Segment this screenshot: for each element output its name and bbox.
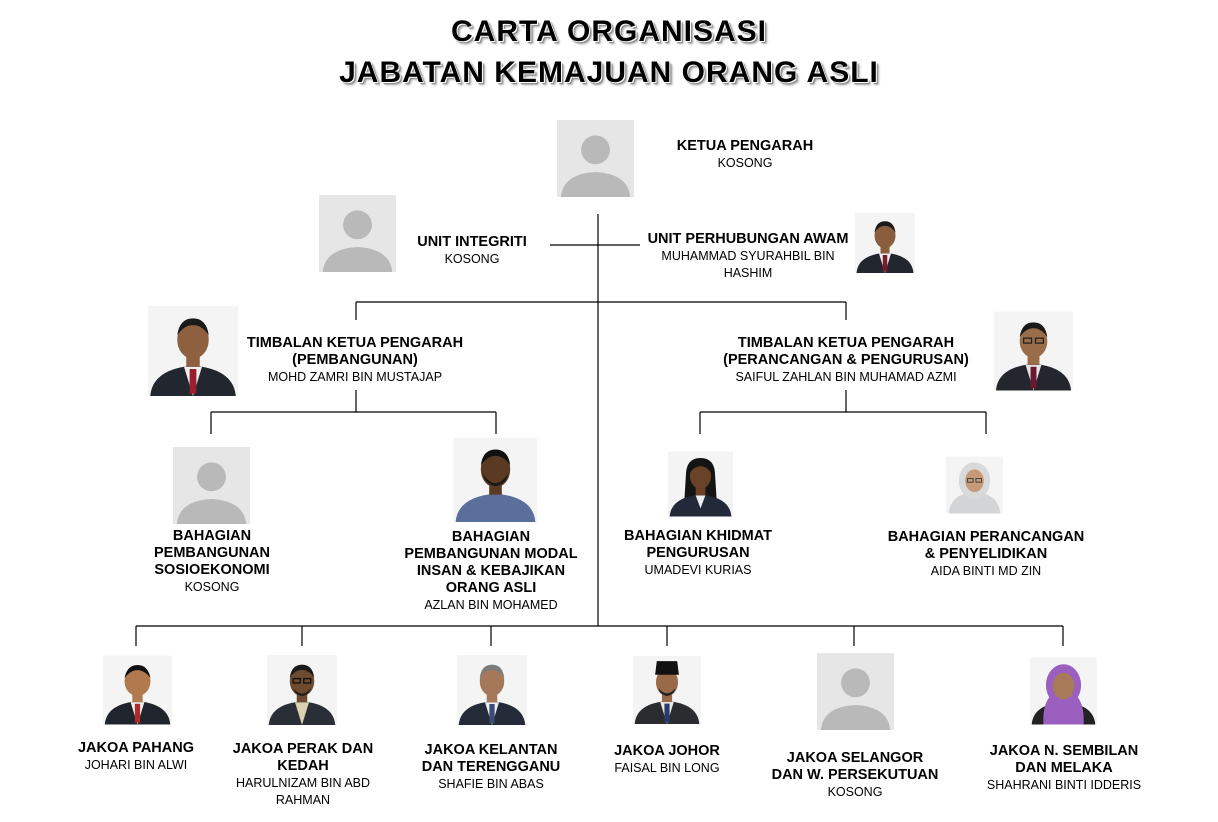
node-name: SHAHRANI BINTI IDDERIS [986, 778, 1142, 792]
node-role: JAKOA N. SEMBILAN DAN MELAKA [989, 743, 1139, 776]
node-name: SHAFIE BIN ABAS [438, 777, 544, 791]
person-placeholder-icon [557, 120, 634, 197]
node-name: SAIFUL ZAHLAN BIN MUHAMAD AZMI [735, 370, 957, 384]
person-portrait-icon [855, 208, 915, 278]
person-portrait-icon [267, 650, 337, 730]
node-ketua-pengarah [650, 138, 840, 172]
node-role: UNIT PERHUBUNGAN AWAM [647, 231, 849, 247]
person-portrait-icon [994, 304, 1073, 398]
node-name: JOHARI BIN ALWI [84, 758, 188, 772]
chart-subtitle: JABATAN KEMAJUAN ORANG ASLI [339, 56, 879, 89]
node-name: FAISAL BIN LONG [614, 761, 720, 775]
node-jakoa-johor [587, 743, 747, 777]
node-jakoa-kelantan-terengganu [403, 742, 579, 793]
node-tkp-perancangan [706, 335, 986, 386]
person-placeholder-icon [817, 653, 894, 730]
node-name: MOHD ZAMRI BIN MUSTAJAP [267, 370, 443, 384]
node-name: AZLAN BIN MOHAMED [424, 598, 558, 612]
node-role: BAHAGIAN PERANCANGAN & PENYELIDIKAN [887, 529, 1085, 562]
chart-title: CARTA ORGANISASI [451, 15, 767, 48]
node-bahagian-modal-insan [386, 529, 596, 614]
node-tkp-pembangunan [234, 335, 476, 386]
node-role: JAKOA JOHOR [614, 743, 720, 759]
person-portrait-icon [103, 650, 172, 730]
node-name: KOSONG [184, 580, 240, 594]
node-role: BAHAGIAN PEMBANGUNAN SOSIOEKONOMI [154, 528, 270, 578]
person-placeholder-icon [319, 195, 396, 272]
node-jakoa-pahang [56, 740, 216, 774]
node-jakoa-perak-kedah [213, 741, 393, 809]
node-role: TIMBALAN KETUA PENGARAH (PERANCANGAN & PENGURUSAN) [723, 335, 969, 368]
person-portrait-icon [946, 448, 1003, 522]
node-name: UMADEVI KURIAS [644, 563, 752, 577]
node-name: KOSONG [827, 785, 883, 799]
person-portrait-icon [633, 650, 701, 730]
node-role: JAKOA SELANGOR DAN W. PERSEKUTUAN [771, 750, 939, 783]
node-unit-perhubungan-awam [638, 231, 858, 282]
node-role: JAKOA PERAK DAN KEDAH [232, 741, 374, 774]
node-bahagian-khidmat-pengurusan [608, 528, 788, 579]
node-jakoa-selangor [757, 750, 953, 801]
node-bahagian-sosioekonomi [122, 528, 302, 596]
person-portrait-icon [1030, 652, 1097, 730]
person-portrait-icon [452, 438, 539, 522]
node-role: KETUA PENGARAH [676, 138, 814, 154]
node-name: AIDA BINTI MD ZIN [930, 564, 1042, 578]
node-name: KOSONG [717, 156, 773, 170]
node-role: BAHAGIAN PEMBANGUNAN MODAL INSAN & KEBAJIKAN ORANG ASLI [404, 529, 578, 596]
person-portrait-icon [668, 446, 733, 522]
person-portrait-icon [148, 304, 238, 398]
node-name: KOSONG [444, 252, 500, 266]
node-role: UNIT INTEGRITI [417, 234, 527, 250]
node-role: BAHAGIAN KHIDMAT PENGURUSAN [624, 528, 772, 561]
node-role: JAKOA PAHANG [77, 740, 194, 756]
node-name: MUHAMMAD SYURAHBIL BIN HASHIM [661, 249, 835, 280]
person-placeholder-icon [173, 447, 250, 524]
node-role: JAKOA KELANTAN DAN TERENGGANU [421, 742, 561, 775]
node-bahagian-perancangan [871, 529, 1101, 580]
node-name: HARULNIZAM BIN ABD RAHMAN [235, 776, 371, 807]
node-role: TIMBALAN KETUA PENGARAH (PEMBANGUNAN) [246, 335, 464, 368]
node-jakoa-nsembilan-melaka [967, 743, 1161, 794]
node-unit-integriti [397, 234, 547, 268]
person-portrait-icon [457, 650, 527, 730]
